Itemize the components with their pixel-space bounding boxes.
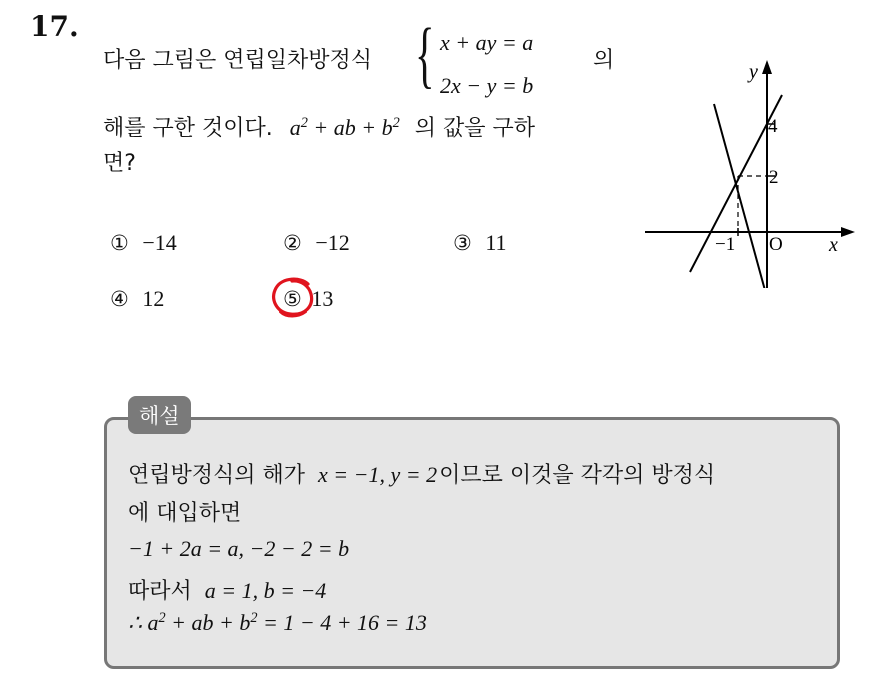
- sol-l5-c: = 1 − 4 + 16 = 13: [257, 610, 427, 635]
- option-5-mark: ⑤: [283, 287, 302, 311]
- solution-line-1: [128, 458, 715, 489]
- sol-l5-a: ∴ a: [128, 610, 159, 635]
- solution-tag: 해설: [128, 396, 191, 434]
- expr-a: a: [289, 115, 301, 140]
- equation-2: 2x − y = b: [440, 73, 534, 98]
- sol-l1-a: 연립방정식의 해가: [128, 463, 306, 488]
- sol-l4-b: a = 1, b = −4: [204, 578, 327, 603]
- equation-1: x + ay = a: [440, 30, 534, 55]
- sol-l1-c: 이므로 이것을 각각의 방정식: [439, 463, 716, 488]
- option-3-mark: ③: [453, 231, 472, 255]
- sol-l5-b: + ab + b: [165, 610, 251, 635]
- solution-line-2: 에 대입하면: [128, 501, 242, 526]
- option-2-mark: ②: [283, 231, 302, 255]
- x-axis-label: x: [829, 234, 838, 256]
- expr-sup2: 2: [392, 115, 400, 132]
- system-brace: {: [415, 14, 435, 96]
- option-5-value: 13: [311, 286, 334, 311]
- tick-label-2: 2: [769, 167, 779, 188]
- sol-l5-sup2: 2: [250, 610, 258, 627]
- tick-label-neg1: −1: [715, 234, 736, 255]
- answer-circle-mark: [268, 274, 322, 320]
- sol-l4-a: 따라서: [128, 579, 192, 604]
- option-4-mark: ④: [110, 287, 129, 311]
- option-2[interactable]: [283, 230, 350, 256]
- solution-line-5: [128, 610, 427, 636]
- question-line-2: [103, 117, 535, 140]
- option-1-mark: ①: [110, 231, 129, 255]
- y-axis-label: y: [749, 61, 758, 83]
- option-3-value: 11: [485, 230, 507, 255]
- sol-l1-b: x = −1, y = 2: [318, 462, 438, 487]
- expr-sup1: 2: [300, 115, 308, 132]
- option-4-value: 12: [142, 286, 165, 311]
- question-line2-prefix: 해를 구한 것이다.: [103, 116, 273, 141]
- option-2-value: −12: [315, 230, 350, 255]
- question-intro: 다음 그림은 연립일차방정식: [103, 48, 373, 73]
- option-4[interactable]: [110, 286, 164, 312]
- expr-mid: + ab + b: [307, 115, 393, 140]
- question-line2-suffix: 의 값을 구하: [414, 116, 536, 141]
- coordinate-graph: [645, 58, 855, 288]
- question-line-3: 면?: [103, 151, 136, 176]
- option-1-value: −14: [142, 230, 177, 255]
- tick-label-4: 4: [768, 116, 778, 137]
- line-2: [714, 104, 766, 288]
- sol-l5-sup1: 2: [158, 610, 166, 627]
- question-number: 17.: [30, 10, 79, 43]
- solution-line-3: −1 + 2a = a, −2 − 2 = b: [128, 536, 350, 561]
- solution-line-4: [128, 574, 326, 605]
- question-particle: 의: [593, 48, 615, 73]
- option-3[interactable]: [453, 230, 507, 256]
- x-axis-arrow: [841, 227, 855, 237]
- y-axis-arrow: [762, 60, 772, 74]
- option-1[interactable]: [110, 230, 177, 256]
- origin-label: O: [769, 234, 783, 255]
